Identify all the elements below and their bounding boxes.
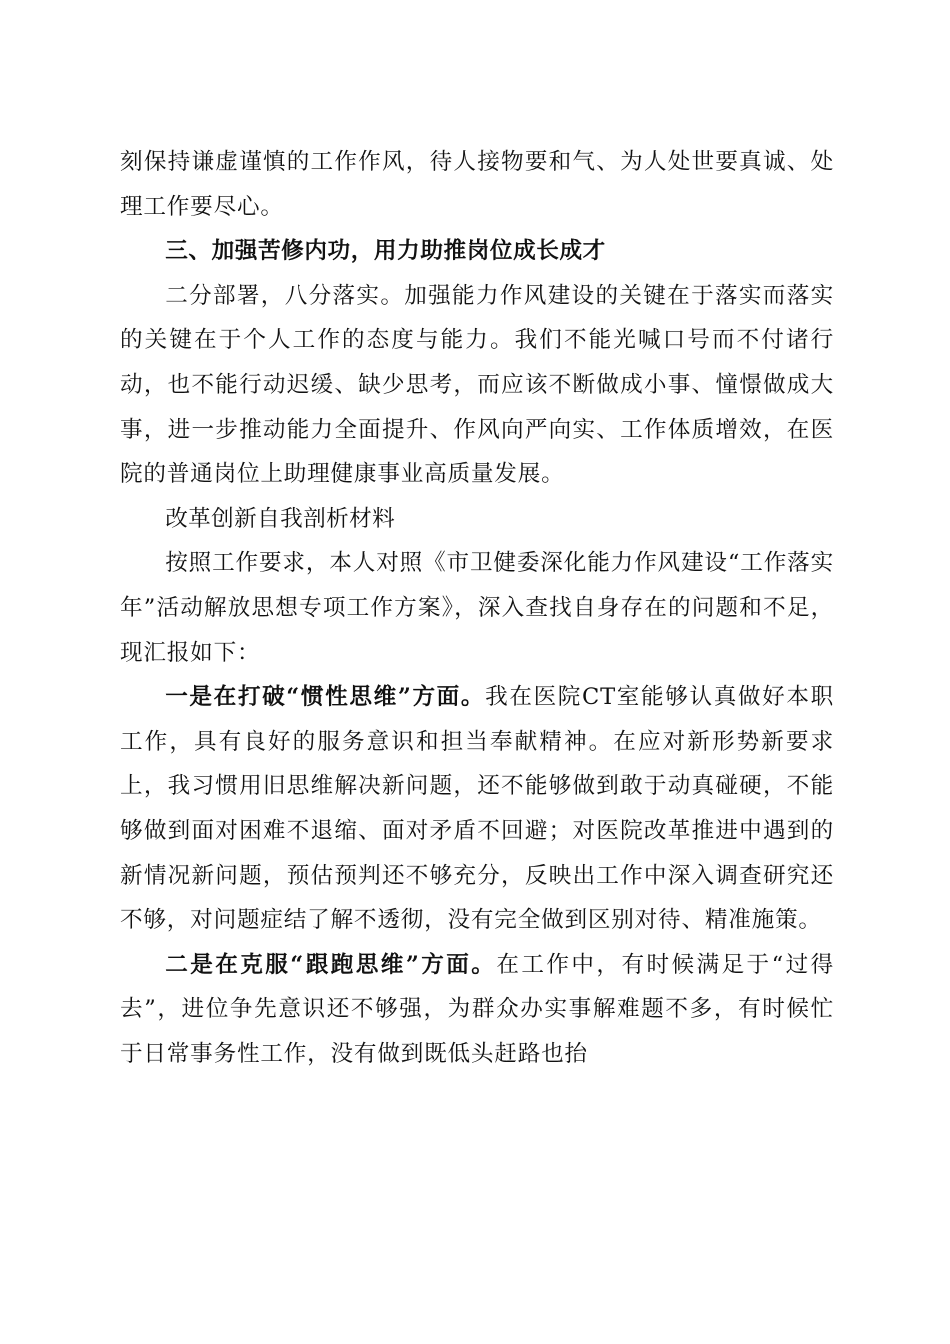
point1-paragraph xyxy=(120,675,834,943)
section-body-paragraph: 二分部署，八分落实。加强能力作风建设的关键在于落实而落实的关键在于个人工作的态度与能力。我们不能光喊口号而不付诸行动，也不能行动迟缓、缺少思考，而应该不断做成小事、憧憬做成大事，进一步推动能力全面提升、作风向严向实、工作体质增效，在医院的普通岗位上助理健康事业高质量发展。 xyxy=(120,282,834,488)
continuation-paragraph: 刻保持谦虚谨慎的工作作风，待人接物要和气、为人处世要真诚、处理工作要尽心。 xyxy=(120,149,834,220)
document-page xyxy=(120,140,834,1076)
document-title: 改革创新自我剖析材料 xyxy=(165,505,396,532)
point2-lead: 二是在克服“跟跑思维”方面。 xyxy=(165,951,497,978)
point2-body: 在工作中，有时候满足于“过得去”，进位争先意识还不够强，为群众办实事解难题不多，有时候忙于日常事务性工作，没有做到既低头赶路也抬 xyxy=(120,951,834,1067)
intro-paragraph: 按照工作要求，本人对照《市卫健委深化能力作风建设“工作落实年”活动解放思想专项工作方案》，深入查找自身存在的问题和不足，现汇报如下： xyxy=(120,550,834,666)
section-heading: 三、加强苦修内功，用力助推岗位成长成才 xyxy=(165,238,606,265)
point2-paragraph xyxy=(120,943,834,1077)
point1-body: 我在医院CT室能够认真做好本职工作，具有良好的服务意识和担当奉献精神。在应对新形势新要求上，我习惯用旧思维解决新问题，还不能够做到敢于动真碰硬，不能够做到面对困难不退缩、面对矛盾不回避；对医院改革推进中遇到的新情况新问题，预估预判还不够充分，反映出工作中深入调查研究还不够，对问题症结了解不透彻，没有完全做到区别对待、精准施策。 xyxy=(120,684,834,934)
point1-lead: 一是在打破“惯性思维”方面。 xyxy=(165,684,486,711)
